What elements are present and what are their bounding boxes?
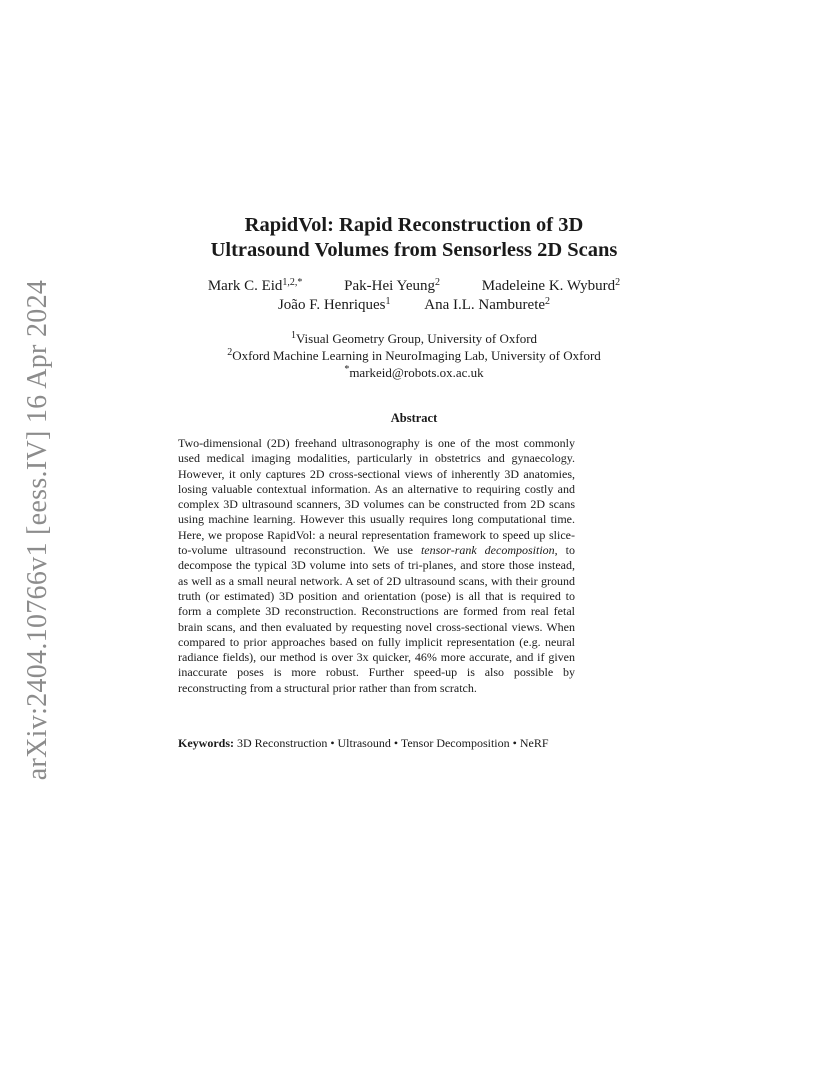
abstract-emphasis: tensor-rank decomposition [420, 543, 555, 558]
author-affiliation-marker: 1 [385, 296, 391, 307]
abstract-text-part-1: Two-dimensional (2D) freehand ultrasonography is one of the most commonly used medical imaging modalities, particularly in obstetrics and gynaecology. However, it only captures 2D cross-sectional views of inherently 3D anatomies, losing valuable contextual information. As an alternative to requiring costly and complex 3D ultrasound scanners, 3D volumes can be constructed from 2D scans using machine learning. However this usually requires long computational time. Here, we propose RapidVol: a neural representation framework to speed up slice-to-volume ultrasound reconstruction. We use [178, 436, 575, 558]
author [208, 277, 303, 296]
author-affiliation-marker: 1,2,* [282, 277, 303, 288]
affiliation-text: Oxford Machine Learning in NeuroImaging Lab, University of Oxford [232, 348, 601, 363]
affiliation-marker: * [344, 364, 350, 375]
affiliation-marker: 1 [290, 330, 296, 341]
author [482, 277, 620, 296]
affiliation [0, 330, 828, 347]
keywords [178, 736, 578, 751]
keywords-list: 3D Reconstruction • Ultrasound • Tensor Decomposition • NeRF [237, 736, 549, 750]
affiliation-text: Visual Geometry Group, University of Oxford [295, 331, 538, 346]
author-name: Pak-Hei Yeung [344, 278, 436, 294]
author-row [0, 296, 828, 315]
author-name: João F. Henriques [277, 297, 386, 313]
author [424, 296, 550, 315]
keywords-label: Keywords: [178, 736, 234, 750]
paper-title-line-2: Ultrasound Volumes from Sensorless 2D Scans [210, 239, 618, 261]
affiliation [0, 347, 828, 364]
author [344, 277, 440, 296]
author-row [0, 277, 828, 296]
paper-title-line-1: RapidVol: Rapid Reconstruction of 3D [244, 214, 584, 236]
author [278, 296, 391, 315]
affiliation-list [0, 330, 828, 381]
paper-title [0, 213, 828, 263]
affiliation-marker: 2 [227, 347, 233, 358]
author-name: Ana I.L. Namburete [424, 297, 546, 313]
author-affiliation-marker: 2 [545, 296, 551, 307]
author-name: Mark C. Eid [207, 278, 283, 294]
abstract-body [178, 436, 575, 696]
abstract-text-part-2: , to decompose the typical 3D volume into sets of tri-planes, and store those instead, as well as a small neural network. A set of 2D ultrasound scans, with their ground truth (or estimated) 3D position and orientation (pose) is all that is required to form a complete 3D reconstruction. Reconstructions are formed from real fetal brain scans, and then evaluated by requesting novel cross-sectional views. When compared to prior approaches based on fully implicit representation (e.g. neural radiance fields), our method is over 3x quicker, 46% more accurate, and if given inaccurate poses is more robust. Further speed-up is also possible by reconstructing from a structural prior rather than from scratch. [178, 543, 575, 695]
author-name: Madeleine K. Wyburd [481, 278, 616, 294]
arxiv-identifier-stamp: arXiv:2404.10766v1 [eess.IV] 16 Apr 2024 [22, 279, 53, 781]
abstract-heading: Abstract [390, 411, 438, 425]
author-affiliation-marker: 2 [435, 277, 441, 288]
author-affiliation-marker: 2 [615, 277, 621, 288]
email-text: markeid@robots.ox.ac.uk [349, 365, 484, 380]
contact-email [0, 364, 828, 381]
author-list [0, 277, 828, 315]
